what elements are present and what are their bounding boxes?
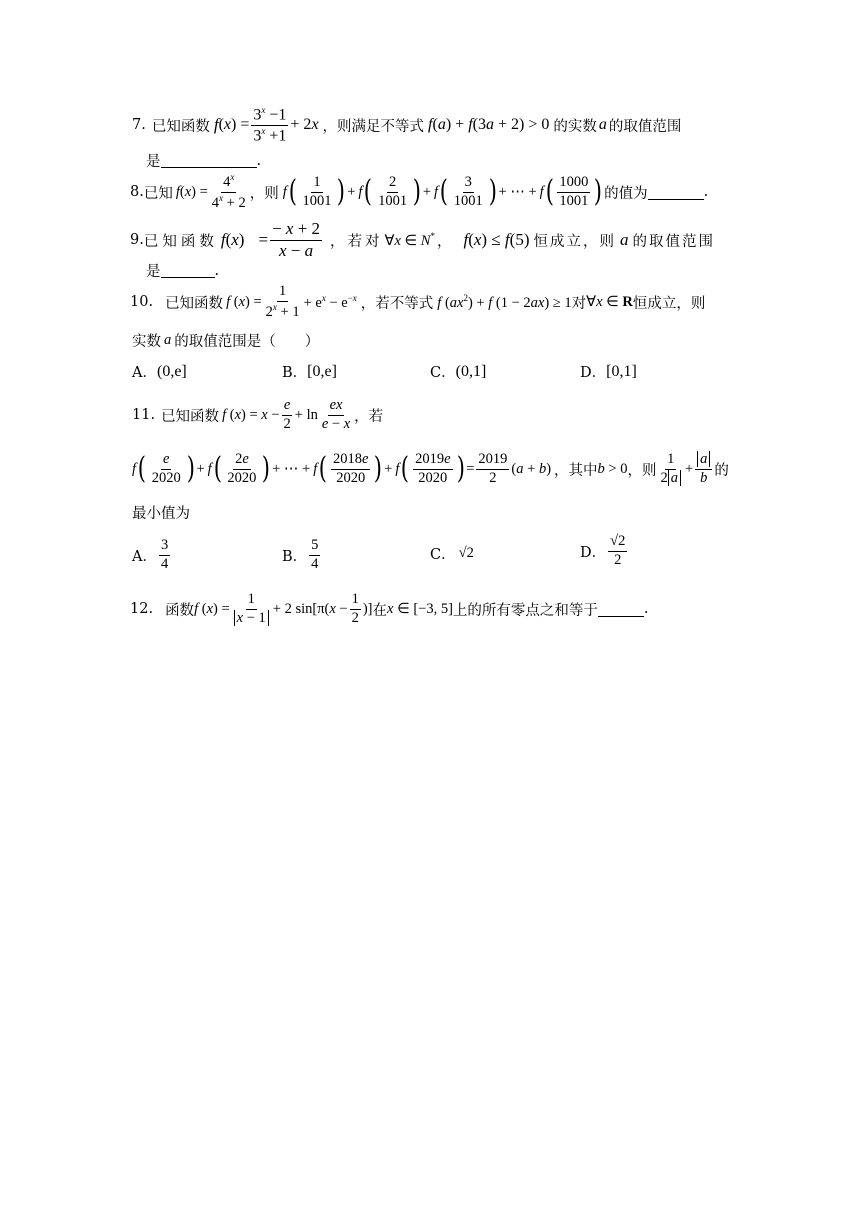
- problem-7-function: f: [213, 115, 219, 135]
- problem-10-number: 10.: [130, 294, 154, 311]
- problem-9-number: 9.: [130, 232, 144, 249]
- problem-9-line-2: 是 .: [146, 262, 220, 280]
- problem-11-option-a: A． $\frac{3}{4}$: [132, 537, 169, 572]
- answer-blank: [161, 153, 257, 168]
- problem-7-number: 7.: [132, 117, 146, 134]
- problem-10-line-1: 10. 已知函数 f (x) = $\frac{1}{2^x + 1}$ + $e^x - e^{-x}$ ，若不等式 f $(ax^2) + f$ (1 − 2ax) ≥ 1 对 ∀x ∈ R 恒成立，则: [130, 283, 706, 320]
- problem-10-option-c: C． (0,1]: [430, 362, 487, 381]
- problem-7-line-2: [146, 150, 261, 171]
- problem-7-text-post: 的实数: [553, 118, 597, 135]
- problem-8-line: 8. 已知 f(x) = $\frac{4^x}{4^x + 2}$ ，则 f ( $\frac{1}{1001}$ ) + f ( $\frac{2}{1001}$ ) + f ( $\frac{3}{1001}$ ) + ⋯ + f ( $\frac{1000}{1001}$ ) 的值为 .: [130, 172, 709, 211]
- problem-7-fraction: $\frac{3^x -1}{3^x +1}$: [253, 105, 287, 145]
- problem-10-text: 已知函数: [165, 295, 224, 312]
- problem-11-text: 已知函数: [161, 408, 220, 425]
- problem-11-number: 11.: [132, 407, 156, 424]
- problem-9-text-mid: ，若对: [330, 233, 383, 250]
- answer-blank: [598, 602, 644, 617]
- problem-11-line-1: 11. 已知函数 f (x) = x − $\frac{e}{2}$ + ln $\frac{ex}{e - x}$ ，若: [132, 397, 384, 432]
- problem-7-text-mid: ，则满足不等式: [322, 118, 425, 135]
- problem-9-fraction: $\frac{- x + 2}{x - a}$: [272, 219, 321, 260]
- problem-8-text-mid: ，则: [249, 185, 279, 202]
- problem-10-option-a: A． (0,e]: [132, 362, 187, 381]
- problem-12-line: 12. 函数 f (x) = $\frac{1}{x - 1}$ + 2 sin[π(x − $\frac{1}{2}$ )] 在 x ∈ [−3, 5] 上的所有零点之和等于 .: [130, 591, 649, 626]
- problem-11-option-b: B． $\frac{5}{4}$: [282, 537, 319, 572]
- problem-11-option-d: D． $\frac{√2}{2}$: [580, 533, 626, 568]
- problem-7-line-1: 7. 已知函数 f ( x ) = $\frac{3^x -1}{3^x +1}$ + 2x ，则满足不等式 f(a) + f(3a + 2) > 0 的实数 a 的取值范围: [132, 105, 682, 145]
- problem-11-line-2: f ( $\frac{e}{2020}$ ) + f ( $\frac{2e}{2020}$ ) + ⋯ + f ( $\frac{2018e}{2020}$ ) + f ( $\frac{2019e}{2020}$ ) = $\frac{2019}{2}$ (a + b) ，其中 b > 0 ，则 $\frac{1}{2 a}$ + $\frac{a}{b}$ 的: [132, 451, 729, 487]
- problem-10-option-b: B． [0,e]: [282, 362, 337, 381]
- problem-11-option-c: C． √2: [430, 545, 474, 563]
- problem-8-number: 8.: [130, 184, 144, 201]
- problem-9-line-1: 9. 已知函数 f(x) = $\frac{- x + 2}{x - a}$ ，若对 ∀x ∈ N* ， f(x) ≤ f(5) 恒成立，则 a 的取值范围: [130, 219, 715, 260]
- answer-blank: [648, 185, 704, 200]
- problem-9-text: 已知函数: [143, 233, 218, 250]
- problem-9-text-post: 恒成立，则: [533, 233, 616, 250]
- problem-7-text-post2: 的取值范围: [608, 118, 682, 135]
- problem-8-fraction: $\frac{4^x}{4^x + 2}$: [211, 172, 246, 211]
- problem-10-option-d: D． [0,1]: [580, 362, 637, 381]
- problem-10-line-2: 实数 a 的取值范围是（ ）: [132, 332, 320, 350]
- problem-10-text-mid: ，若不等式: [360, 295, 434, 312]
- problem-8-text: 已知: [143, 185, 173, 202]
- problem-7-text: 已知函数: [151, 118, 210, 135]
- problem-12-number: 12.: [130, 601, 154, 618]
- problem-11-line-3: 最小值为: [132, 506, 190, 522]
- problem-7-end: .: [256, 152, 262, 169]
- problem-8-text-post: 的值为: [604, 185, 648, 202]
- problem-12-text: 函数: [165, 602, 195, 619]
- problem-7-continuation: 是: [146, 154, 161, 170]
- answer-blank: [161, 263, 215, 278]
- problem-10-fraction: $\frac{1}{2^x + 1}$: [265, 283, 300, 320]
